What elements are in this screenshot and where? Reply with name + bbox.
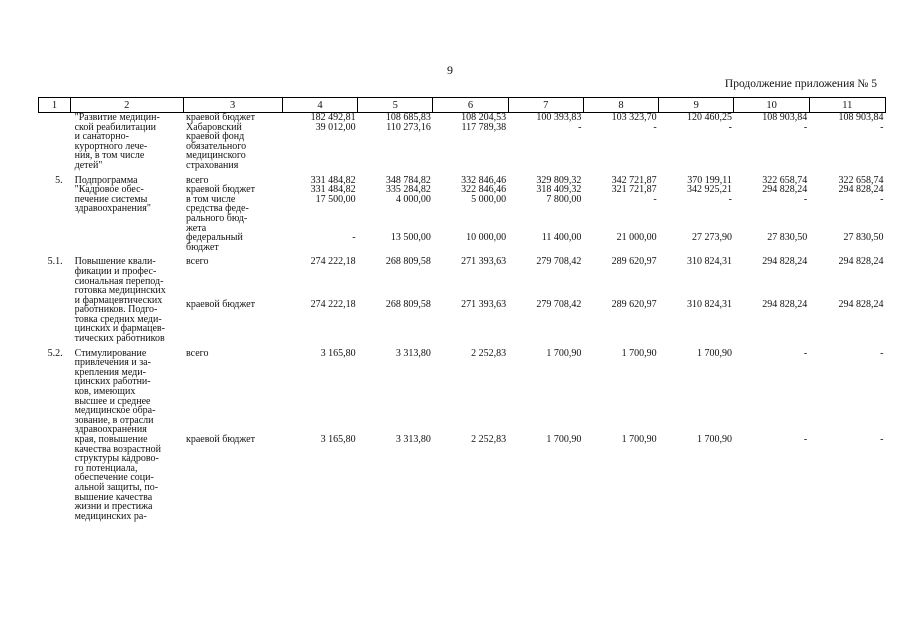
amount-cell: - — [728, 193, 732, 205]
funding-source: федеральный бюджет — [186, 232, 243, 253]
amount-cell: 3 313,80 — [395, 434, 431, 445]
amount-cell: - — [653, 121, 657, 133]
amount-cell: - — [880, 347, 884, 359]
amount-cell: 279 708,42 — [536, 256, 582, 268]
amount-cell: - — [880, 434, 884, 445]
amount-cell: - — [803, 121, 808, 133]
amount-cell: 108 204,53 — [461, 112, 507, 123]
amount-cell: 294 828,24 — [762, 299, 808, 311]
amount-cell: 3 165,80 — [320, 347, 356, 359]
amount-cell: 268 809,58 — [385, 256, 431, 268]
program-name: Подпрограмма "Кадровое обес- печение системы здравоохранения" — [74, 174, 151, 215]
funding-source: всего — [186, 347, 209, 359]
amount-cell: 1 700,90 — [696, 347, 732, 359]
amount-cell: 27 830,50 — [767, 232, 808, 244]
amount-cell: 370 199,11 — [687, 174, 732, 186]
amount-cell: 271 393,63 — [461, 299, 507, 311]
funding-source: в том числе средства феде- рального бюд- жета — [186, 193, 249, 234]
amount-cell: 10 000,00 — [466, 232, 507, 244]
amount-cell: 294 828,24 — [762, 256, 808, 268]
amount-cell: 108 685,83 — [385, 112, 431, 123]
amount-cell: 21 000,00 — [616, 232, 657, 244]
amount-cell: 2 252,83 — [471, 347, 507, 359]
column-number-row — [39, 98, 886, 113]
amount-cell: 294 828,24 — [838, 299, 884, 311]
amount-cell: 5 000,00 — [471, 193, 507, 205]
amount-cell: 3 313,80 — [395, 347, 431, 359]
amount-cell: 7 800,00 — [546, 193, 582, 205]
amount-cell: - — [803, 434, 808, 445]
funding-source: краевой бюджет — [186, 112, 255, 123]
funding-source: краевой бюджет — [186, 299, 255, 311]
amount-cell: 335 284,82 — [385, 184, 431, 196]
amount-cell: - — [803, 347, 808, 359]
page-number: 9 — [447, 63, 453, 77]
amount-cell: 1 700,90 — [546, 347, 582, 359]
amount-cell: 274 222,18 — [310, 299, 356, 311]
funding-source: краевой бюджет — [186, 434, 255, 445]
row-spacer — [39, 521, 886, 526]
amount-cell: 110 273,16 — [386, 121, 431, 133]
amount-cell: 342 721,87 — [611, 174, 657, 186]
amount-cell: 1 700,90 — [696, 434, 732, 445]
amount-cell: 1 700,90 — [621, 347, 657, 359]
amount-cell: 3 165,80 — [320, 434, 356, 445]
funding-source: краевой бюджет — [186, 184, 255, 196]
row-index: 5.2. — [47, 347, 63, 359]
amount-cell: 294 828,24 — [762, 184, 808, 196]
row-index: 5.1. — [47, 256, 63, 268]
amount-cell: 329 809,32 — [536, 174, 582, 186]
amount-cell: 27 830,50 — [843, 232, 884, 244]
amount-cell: - — [728, 121, 732, 133]
amount-cell: - — [653, 193, 657, 205]
amount-cell: - — [352, 232, 356, 244]
program-name: Стимулирование привлечения и за- крепления меди- цинских работни- ков, имеющих высшее и среднее медицинское обра- зование, в отрасли здравоохранения края, повышение качества возрастной структуры кадрово- го потенциала, обеспечение соци- альной защиты, по- вышение качества жизни и престижа медицинских ра- — [74, 347, 161, 522]
amount-cell: 100 393,83 — [536, 112, 582, 123]
amount-cell: 279 708,42 — [536, 299, 582, 311]
column-number-11: 11 — [809, 98, 885, 113]
row-index: 5. — [55, 174, 63, 186]
amount-cell: 117 789,38 — [461, 121, 507, 133]
column-number-2: 2 — [71, 98, 183, 113]
amount-cell: 321 721,87 — [611, 184, 657, 196]
amount-cell: 294 828,24 — [838, 184, 884, 196]
amount-cell: 274 222,18 — [310, 256, 356, 268]
amount-cell: 17 500,00 — [315, 193, 356, 205]
amount-cell: - — [880, 121, 884, 133]
column-number-6: 6 — [433, 98, 508, 113]
amount-cell: 331 484,82 — [310, 174, 356, 186]
amount-cell: 182 492,81 — [310, 112, 356, 123]
amount-cell: 310 824,31 — [686, 299, 732, 311]
amount-cell: 318 409,32 — [536, 184, 582, 196]
column-number-9: 9 — [659, 98, 734, 113]
funding-source: Хабаровский краевой фонд обязательного медицинского страхования — [186, 121, 247, 171]
amount-cell: 289 620,97 — [611, 299, 657, 311]
column-number-1: 1 — [39, 98, 71, 113]
amount-cell: 4 000,00 — [395, 193, 431, 205]
funding-source: всего — [186, 256, 209, 268]
amount-cell: 322 846,46 — [461, 184, 507, 196]
amount-cell: 2 252,83 — [471, 434, 507, 445]
amount-cell: 39 012,00 — [315, 121, 356, 133]
column-number-8: 8 — [583, 98, 658, 113]
amount-cell: 103 323,70 — [611, 112, 657, 123]
amount-cell: 11 400,00 — [541, 232, 582, 244]
amount-cell: - — [578, 121, 582, 133]
column-number-7: 7 — [508, 98, 583, 113]
amount-cell: 342 925,21 — [686, 184, 732, 196]
continuation-caption: Продолжение приложения № 5 — [724, 78, 877, 90]
amount-cell: 271 393,63 — [461, 256, 507, 268]
amount-cell: 1 700,90 — [546, 434, 582, 445]
row-spacer-cell — [39, 521, 886, 526]
amount-cell: 27 273,90 — [691, 232, 732, 244]
budget-table — [38, 97, 886, 526]
amount-cell: 108 903,84 — [838, 112, 884, 123]
amount-cell: 108 903,84 — [762, 112, 808, 123]
program-name: Повышение квали- фикации и профес- сиональная перепод- готовка медицинских и фармацевтических работников. Подго- товка средних меди- цинских и фармацев- тических работников — [74, 256, 166, 345]
amount-cell: 310 824,31 — [686, 256, 732, 268]
amount-cell: 268 809,58 — [385, 299, 431, 311]
amount-cell: 348 784,82 — [385, 174, 431, 186]
column-number-3: 3 — [183, 98, 282, 113]
amount-cell: 289 620,97 — [611, 256, 657, 268]
amount-cell: 322 658,74 — [762, 174, 808, 186]
amount-cell: 13 500,00 — [390, 232, 431, 244]
table-row — [39, 349, 886, 435]
amount-cell: 294 828,24 — [838, 256, 884, 268]
table-row — [39, 257, 886, 300]
amount-cell: 1 700,90 — [621, 434, 657, 445]
amount-cell: 332 846,46 — [461, 174, 507, 186]
amount-cell: - — [803, 193, 808, 205]
funding-source: всего — [186, 174, 209, 186]
row-index — [39, 113, 71, 171]
column-number-5: 5 — [358, 98, 433, 113]
amount-cell: 120 460,25 — [686, 112, 732, 123]
program-name: "Развитие медицин- ской реабилитации и санаторно- курортного лече- ния, в том числе детей" — [74, 112, 160, 171]
amount-cell: - — [880, 193, 884, 205]
amount-cell: 331 484,82 — [310, 184, 356, 196]
column-number-4: 4 — [282, 98, 357, 113]
column-number-10: 10 — [734, 98, 809, 113]
amount-cell: 322 658,74 — [838, 174, 884, 186]
